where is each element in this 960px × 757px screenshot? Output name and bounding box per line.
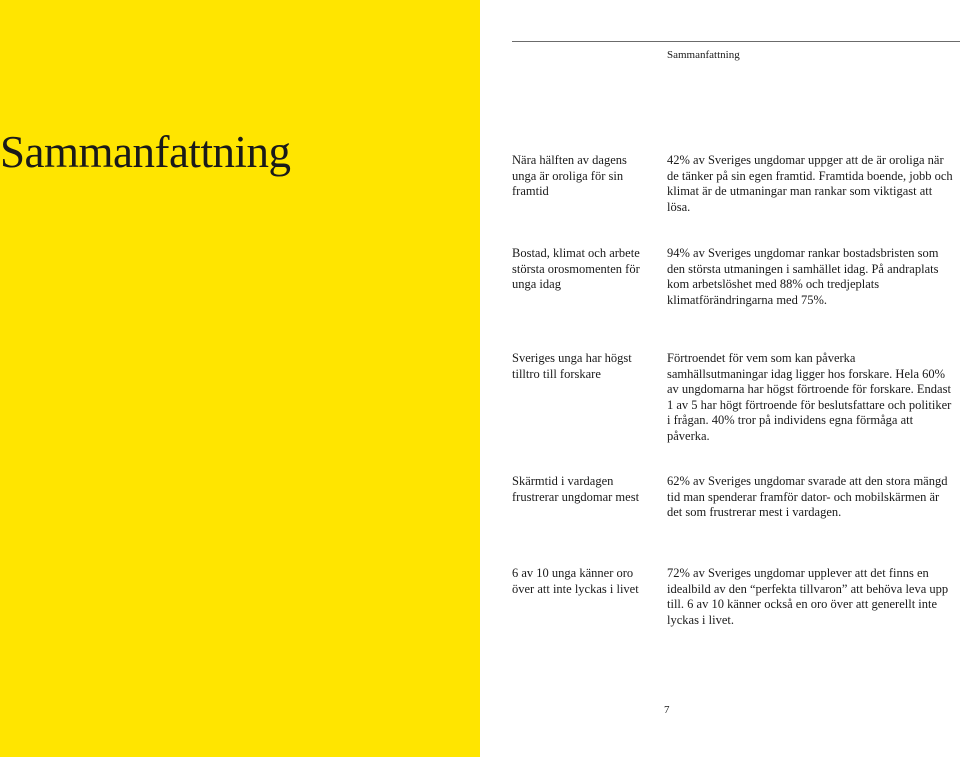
section-body: 94% av Sveriges ungdomar rankar bostadsbristen som den största utmaningen i samhället idag. På andraplats kom arbetslöshet med 88% och tredjeplats klimatförändringarna med 75%. [667,246,939,307]
section-heading: 6 av 10 unga känner oro över att inte lyckas i livet [512,566,639,596]
section-heading: Skärmtid i vardagen frustrerar ungdomar mest [512,474,640,504]
running-head: Sammanfattning [667,49,740,61]
page-number: 7 [664,704,670,716]
section-heading: Nära hälften av dagens unga är oroliga för sin framtid [512,153,627,198]
section-body: 42% av Sveriges ungdomar uppger att de är oroliga när de tänker på sin egen framtid. Framtida boende, jobb och klimat är de utmaningar man rankar som viktigast att lösa. [667,153,953,214]
section-heading: Bostad, klimat och arbete största orosmomenten för unga idag [512,246,640,291]
section-heading: Sveriges unga har högst tilltro till forskare [512,351,632,381]
section-body: 62% av Sveriges ungdomar svarade att den stora mängd tid man spenderar framför dator- och mobilskärmen är det som frustrerar mest i vardagen. [667,474,948,519]
header-rule [512,41,960,42]
section-body: Förtroendet för vem som kan påverka samhällsutmaningar idag ligger hos forskare. Hela 60% av ungdomarna har högst förtroende för forskare. Endast 1 av 5 har högt förtroende för beslutsfattare och politiker i frågan. 40% tror på individens egna förmåga att påverka. [667,351,952,443]
page-title: Sammanfattning [0,127,291,177]
section-body: 72% av Sveriges ungdomar upplever att det finns en idealbild av den “perfekta tillvaron” att behöva leva upp till. 6 av 10 känner också en oro över att generellt inte lyckas i livet. [667,566,949,627]
